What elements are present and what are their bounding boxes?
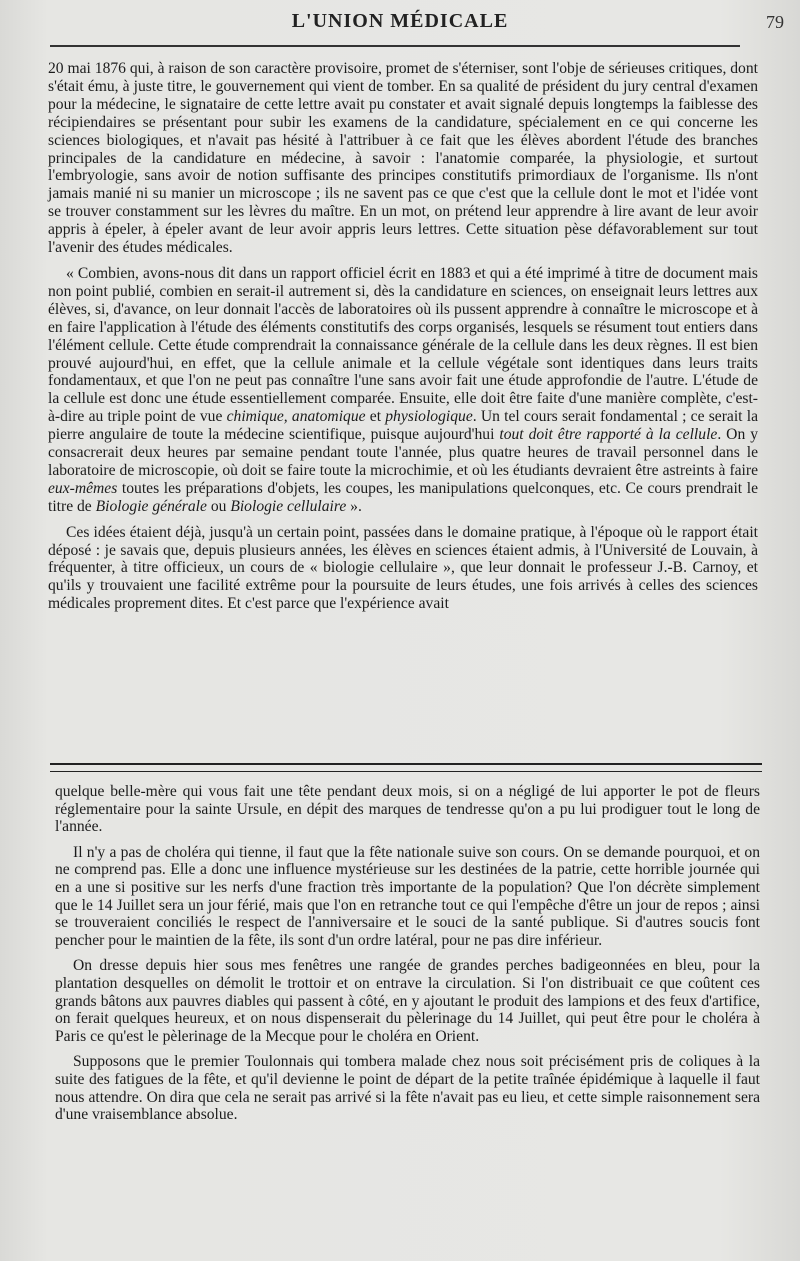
feuilleton-paragraph-2: Il n'y a pas de choléra qui tienne, il faut que la fête nationale suive son cours. On se demande pourquoi, et on ne comprend pas. Elle a donc une influence mystérieuse sur les destinées de la patrie, cette horrible journée qui en a une si positive sur les nerfs d'une fraction très importante de la population? Que l'on décrète simplement que le 14 Juillet sera un jour férié, mais que l'on en retranche tout ce qui l'empêche d'être un jour de repos ; ainsi se trouveraient conciliés le respect de l'anniversaire et le souci de la santé publique. Si d'autres soucis font pencher pour le maintien de la fête, ils sont d'un ordre latéral, pour ne pas dire inférieur.: [55, 843, 760, 949]
article-paragraph-1: 20 mai 1876 qui, à raison de son caractère provisoire, promet de s'éterniser, sont l'obje de sérieuses critiques, dont s'était ému, à juste titre, le gouvernement qui vient de tomber. En sa qualité de président du jury central d'examen pour la médecine, le signataire de cette lettre avait pu constater et avait signalé depuis longtemps la faiblesse des récipiendaires se présentant pour subir les examens de la candidature, spécialement en ce qui concerne les sciences biologiques, et n'avait pas hésité à l'attribuer à ce fait que les élèves abordent l'étude des branches principales de la candidature en médecine, à savoir : l'anatomie comparée, la physiologie, et surtout l'embryologie, sans avoir de notion suffisante des principes constitutifs primordiaux de l'organisme. Ils n'ont jamais manié ni su manier un microscope ; ils ne savent pas ce que c'est que la cellule dont le mot et l'idée vont se trouver constamment sur les lèvres du maître. En un mot, on prétend leur apprendre à lire avant de leur avoir appris à épeler, à épeler avant de leur avoir appris leurs lettres. Cette situation pèse défavorablement sur tout l'avenir des études médicales.: [48, 60, 758, 257]
article-paragraph-2-text-e: toutes les préparations d'objets, les coupes, les manipulations quelconques, etc. Ce cours prendrait le titre de: [48, 479, 758, 515]
feuilleton-paragraph-1: quelque belle-mère qui vous fait une tête pendant deux mois, si on a négligé de lui apporter le pot de fleurs réglementaire pour la sainte Ursule, en dépit des marques de tendresse qu'on a pu lui prodiguer tout le long de l'année.: [55, 783, 760, 836]
feuilleton-body: [55, 783, 760, 1124]
article-paragraph-2-text-g: ».: [346, 497, 362, 515]
article-paragraph-2: [48, 265, 758, 516]
article-paragraph-2-text-c: . Un tel cours serait fondamental ; ce serait la pierre angulaire de toute la médecine scientifique, puisque aujourd'hui: [48, 408, 758, 444]
article-paragraph-2-text-a: « Combien, avons-nous dit dans un rapport officiel écrit en 1883 et qui a été imprimé à titre de document mais non point publié, combien en serait-il autrement si, dès la candidature en sciences, on enseignait leurs lettres aux élèves, si, d'avance, on leur donnait l'accès de laboratoires où ils pussent apprendre à connaître le microscope et à en faire l'application à l'étude des éléments constitutifs des corps organisés, lesquels se résument tout entiers dans l'élément cellule. Cette étude comprendrait la connaissance générale de la cellule dans les deux règnes. Il est bien prouvé aujourd'hui, en effet, que la cellule animale et la cellule végétale sont identiques dans leurs traits fondamentaux, et que l'on ne peut pas connaître l'une sans avoir fait une étude approfondie de l'autre. L'étude de la cellule est donc une étude essentiellement comparée. Ensuite, elle doit être faite d'une manière complète, c'est-à-dire au triple point de vue: [48, 264, 758, 426]
article-paragraph-2-italic-2: physiologique: [385, 408, 473, 426]
header-rule: [50, 45, 740, 47]
article-paragraph-2-text-f: ou: [206, 497, 231, 515]
feuilleton-paragraph-4: Supposons que le premier Toulonnais qui tombera malade chez nous soit précisément pris de coliques à la suite des fatigues de la fête, et qu'il devienne le point de départ de la petite traînée épidémique à laquelle il faut nous attendre. On dira que cela ne serait pas arrivé si la fête n'avait pas eu lieu, et cette simple raisonnement sera d'une vraisemblance absolue.: [55, 1053, 760, 1124]
article-paragraph-2-italic-4: eux-mêmes: [48, 479, 118, 497]
article-paragraph-2-italic-3: tout doit être rapporté à la cellule: [499, 426, 718, 444]
running-header: [0, 8, 800, 38]
article-paragraph-2-text-b: et: [365, 408, 386, 426]
article-paragraph-3: Ces idées étaient déjà, jusqu'à un certain point, passées dans le domaine pratique, à l'époque où le rapport était déposé : je savais que, depuis plusieurs années, les élèves en sciences étaient admis, à l'Université de Louvain, à fréquenter, à titre officieux, un cours de « biologie cellulaire », que leur donnait le professeur J.-B. Carnoy, et qu'ils y trouvaient une facilité extrême pour la poursuite de leurs études, une fois arrivés à celles des sciences médicales proprement dites. Et c'est parce que l'expérience avait: [48, 523, 758, 613]
article-body: [48, 60, 758, 613]
feuilleton-paragraph-3: On dresse depuis hier sous mes fenêtres une rangée de grandes perches badigeonnées en bleu, pour la plantation desquelles on démolit le trottoir et on entrave la circulation. Si l'on distribuait ce que coûtent ces grands bâtons aux pauvres diables qui passent à côté, en y ajoutant le produit des lampions et des feux d'artifice, on ferait quelques heureux, et on nous dispenserait du pèlerinage du 14 Juillet, qui peut être pour le choléra à Paris ce qu'est le pèlerinage de la Mecque pour le choléra en Orient.: [55, 957, 760, 1045]
article-paragraph-2-text-d: . On y consacrerait deux heures par semaine pendant toute l'année, plus quatre heures de travail personnel dans le laboratoire de microscopie, où doit se faire toute la microchimie, et où les étudiants devraient être astreints à faire: [48, 426, 758, 479]
article-paragraph-2-italic-5: Biologie générale: [95, 497, 207, 515]
journal-title: L'UNION MÉDICALE: [291, 10, 509, 32]
feuilleton-separator: [50, 763, 762, 772]
article-paragraph-2-italic-6: Biologie cellulaire: [230, 497, 347, 515]
article-paragraph-2-italic-1: chimique, anatomique: [226, 408, 366, 426]
page-number: 79: [766, 12, 784, 32]
